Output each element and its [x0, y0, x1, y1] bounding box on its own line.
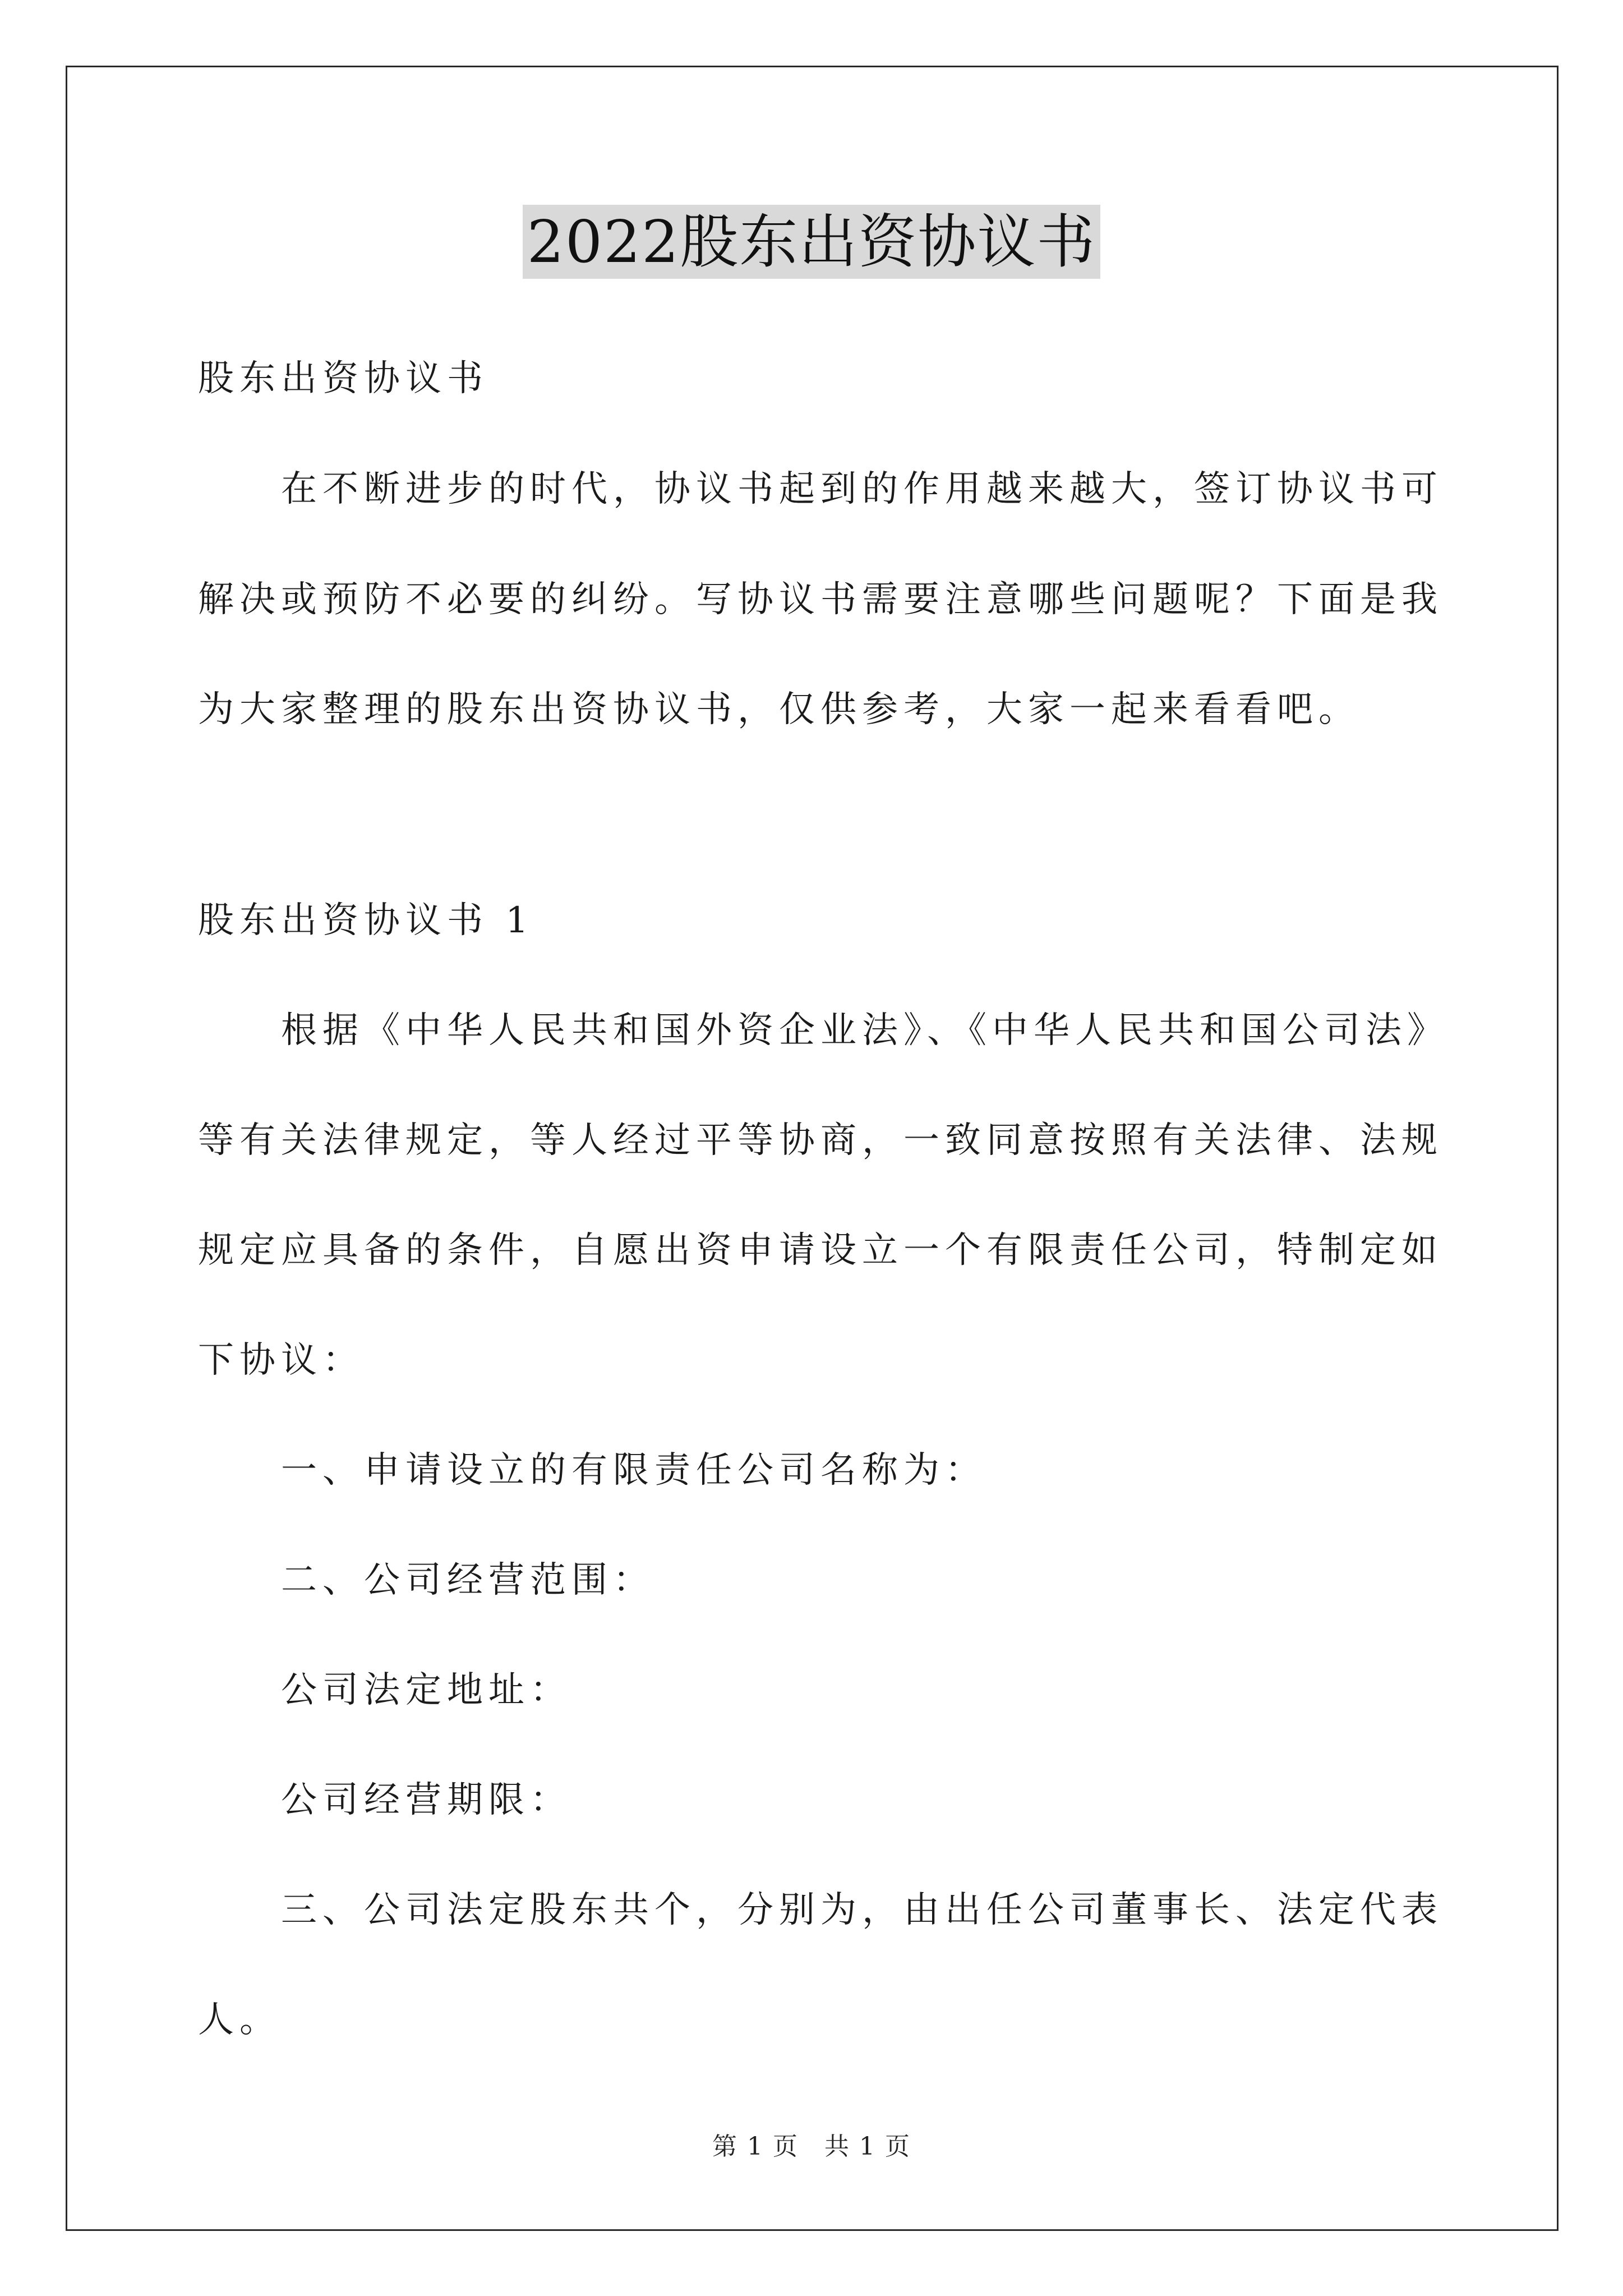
clause-item: 公司法定地址： — [281, 1669, 571, 1711]
clause-item: 二、公司经营范围： — [281, 1559, 654, 1601]
paragraph-line: 下协议： — [198, 1340, 364, 1381]
clause-item: 公司经营期限： — [281, 1779, 571, 1821]
intro-line: 为大家整理的股东出资协议书，仅供参考，大家一起来看看吧。 — [198, 689, 1360, 730]
clause-item: 三、公司法定股东共个，分别为，由出任公司董事长、法定代表 — [281, 1889, 1443, 1931]
intro-line: 在不断进步的时代，协议书起到的作用越来越大，签订协议书可 — [281, 468, 1443, 510]
paragraph-line: 根据《中华人民共和国外资企业法》、《中华人民共和国公司法》 — [281, 1010, 1449, 1051]
clause-item: 一、申请设立的有限责任公司名称为： — [281, 1450, 986, 1491]
page-footer: 第 1 页 共 1 页 — [712, 2132, 911, 2161]
paragraph-line: 等有关法律规定，等人经过平等协商，一致同意按照有关法律、法规 — [198, 1120, 1443, 1161]
document-title: 2022股东出资协议书 — [523, 205, 1101, 279]
clause-item: 人。 — [198, 1999, 281, 2041]
section-heading: 股东出资协议书 1 — [198, 900, 534, 941]
paragraph-line: 规定应具备的条件，自愿出资申请设立一个有限责任公司，特制定如 — [198, 1230, 1443, 1271]
title-container — [0, 205, 1623, 279]
subtitle: 股东出资协议书 — [198, 358, 488, 399]
intro-line: 解决或预防不必要的纠纷。写协议书需要注意哪些问题呢？下面是我 — [198, 579, 1443, 620]
